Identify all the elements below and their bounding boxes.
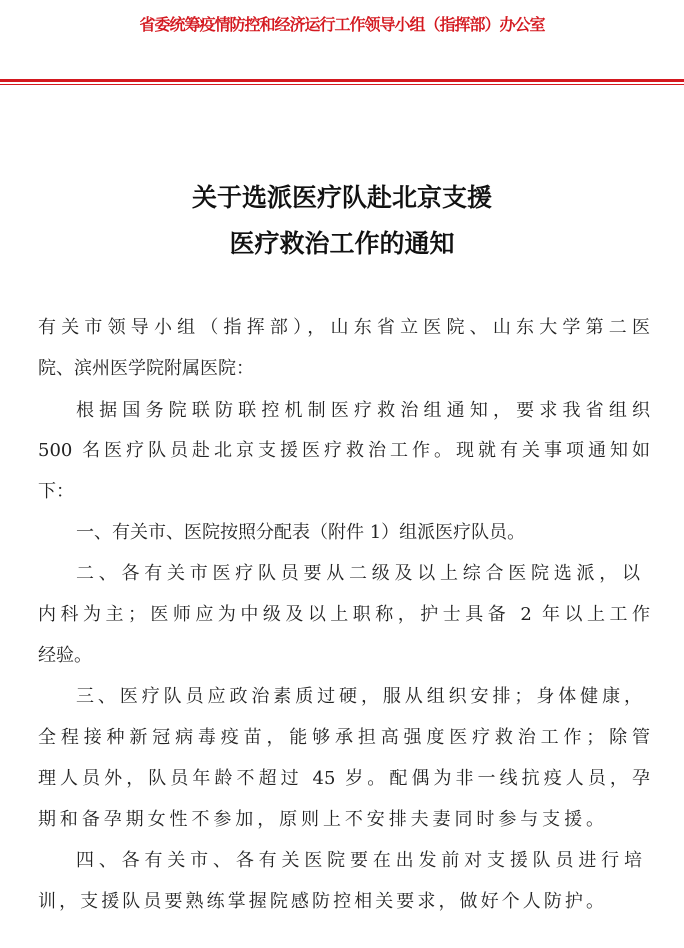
body-line-9-text: 经验。 [38,645,92,666]
issuing-office-header: 省委统筹疫情防控和经济运行工作领导小组（指挥部）办公室 [139,15,545,34]
body-line-8-text: 内科为主；医师应为中级及以上职称，护士具备 2 年以上工作 [38,604,650,625]
body-line-14-text: 四、各有关市、各有关医院要在出发前对支援队员进行培 [76,850,642,871]
body-line-1-text: 有关市领导小组（指挥部），山东省立医院、山东大学第二医 [38,317,650,338]
header-red-rule-thick [0,79,684,82]
body-line-3-text: 根据国务院联防联控机制医疗救治组通知，要求我省组织 [76,400,650,421]
body-line-15-text: 训，支援队员要熟练掌握院感防控相关要求，做好个人防护。 [38,891,604,912]
header-red-rule-thin [0,84,684,85]
document-title-line-1: 关于选派医疗队赴北京支援 [191,183,492,212]
body-line-4-text: 500 名医疗队员赴北京支援医疗救治工作。现就有关事项通知如 [38,440,650,461]
body-line-10-text: 三、医疗队员应政治素质过硬，服从组织安排；身体健康， [76,686,642,707]
body-line-13-text: 期和备孕期女性不参加，原则上不安排夫妻同时参与支援。 [38,809,604,830]
body-line-7-text: 二、各有关市医疗队员要从二级及以上综合医院选派，以 [76,563,640,584]
document-title-line-2: 医疗救治工作的通知 [229,229,455,258]
body-line-5-text: 下： [38,481,74,502]
body-line-11-text: 全程接种新冠病毒疫苗，能够承担高强度医疗救治工作；除管 [38,727,650,748]
body-line-12-text: 理人员外，队员年龄不超过 45 岁。配偶为非一线抗疫人员，孕 [38,768,650,789]
body-line-6-text: 一、有关市、医院按照分配表（附件 1）组派医疗队员。 [76,522,526,543]
body-line-2-text: 院、滨州医学院附属医院： [38,358,254,379]
